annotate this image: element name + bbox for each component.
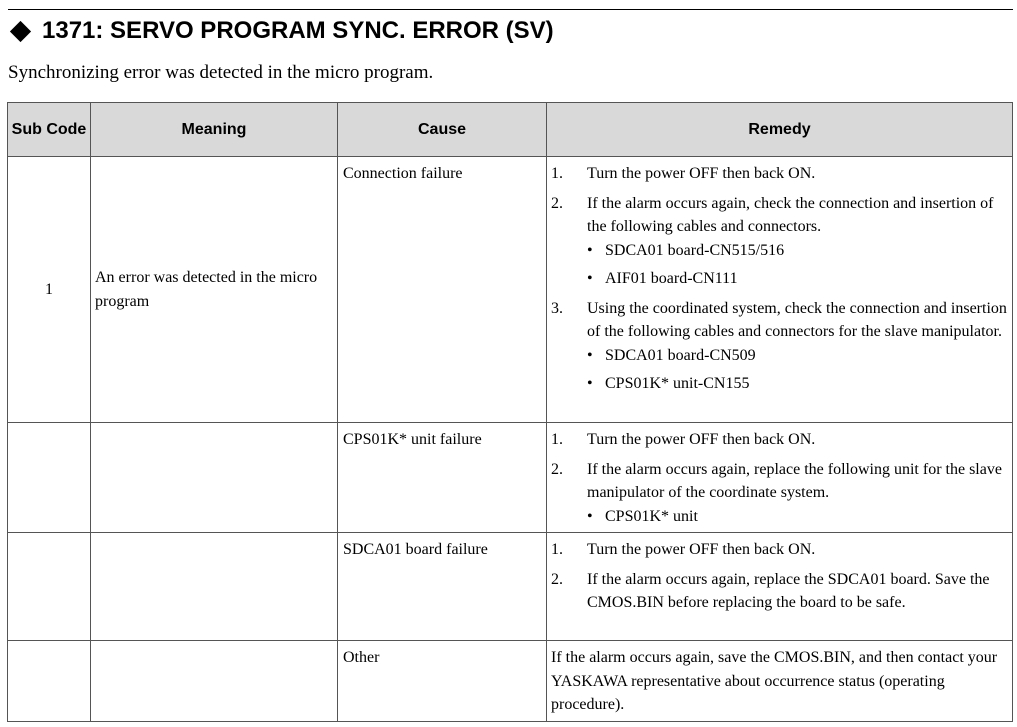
remedy-cell [547,157,1013,423]
remedy-cell: If the alarm occurs again, save the CMOS.BIN, and then contact your YASKAWA representative about occurrence status (operating procedure). [547,641,1013,722]
col-header-meaning: Meaning [91,103,338,157]
cause-cell: SDCA01 board failure [338,533,547,641]
step-text: If the alarm occurs again, replace the SDCA01 board. Save the CMOS.BIN before replacing the board to be safe. [587,570,990,611]
remedy-step [551,458,1008,505]
remedy-step [551,192,1008,239]
cause-cell: Other [338,641,547,722]
bullet-dot-icon: • [587,270,593,287]
alarm-title: 1371: SERVO PROGRAM SYNC. ERROR (SV) [42,17,554,44]
step-number: 2. [551,460,563,478]
col-header-sub-code: Sub Code [8,103,91,157]
cause-cell: Connection failure [338,157,547,423]
table-row [8,641,1013,722]
table-header-row [8,103,1013,157]
bullet-dot-icon: • [587,507,593,525]
meaning-cell [91,423,338,533]
alarm-description: Synchronizing error was detected in the micro program. [8,62,434,83]
remedy-step [551,428,1008,452]
step-number: 2. [551,194,563,212]
bullet-dot-icon: • [587,346,593,364]
step-text: Turn the power OFF then back ON. [587,541,816,558]
step-number: 1. [551,165,563,182]
step-text: If the alarm occurs again, check the connection and insertion of the following cables and connectors. [587,194,994,235]
step-text: Turn the power OFF then back ON. [587,165,816,182]
bullet-item [587,344,1008,368]
step-text: If the alarm occurs again, replace the following unit for the slave manipulator of the coordinate system. [587,460,1002,501]
cause-cell: CPS01K* unit failure [338,423,547,533]
bullet-item [587,267,1008,291]
step-text: Turn the power OFF then back ON. [587,431,816,448]
top-rule [8,9,1013,10]
col-header-remedy: Remedy [547,103,1013,157]
remedy-step [551,568,1008,615]
col-header-cause: Cause [338,103,547,157]
remedy-step [551,162,1008,186]
bullet-text: SDCA01 board-CN509 [605,346,756,364]
bullet-item [587,239,1008,263]
bullet-dot-icon: • [587,375,593,392]
sub-code-cell [8,641,91,722]
meaning-cell [91,641,338,722]
remedy-step [551,297,1008,344]
meaning-cell [91,533,338,641]
step-number: 3. [551,299,563,317]
table-row [8,533,1013,641]
step-number: 1. [551,431,563,448]
bullet-item [587,372,1008,396]
step-number: 1. [551,541,563,558]
sub-code-cell [8,423,91,533]
remedy-cell [547,533,1013,641]
remedy-step [551,538,1008,562]
bullet-text: CPS01K* unit [605,507,698,525]
table-row [8,157,1013,423]
bullet-text: SDCA01 board-CN515/516 [605,241,785,259]
diamond-bullet-icon [10,20,31,41]
step-text: Using the coordinated system, check the connection and insertion of the following cables and connectors for the slave manipulator. [587,299,1007,340]
alarm-table [7,102,1013,722]
bullet-text: CPS01K* unit-CN155 [605,375,750,392]
meaning-cell: An error was detected in the micro program [91,157,338,423]
bullet-item [587,505,1008,529]
bullet-text: AIF01 board-CN111 [605,270,738,287]
sub-code-cell: 1 [8,157,91,423]
table-row [8,423,1013,533]
step-number: 2. [551,570,563,588]
remedy-cell [547,423,1013,533]
sub-code-cell [8,533,91,641]
bullet-dot-icon: • [587,241,593,259]
alarm-heading [8,14,554,48]
